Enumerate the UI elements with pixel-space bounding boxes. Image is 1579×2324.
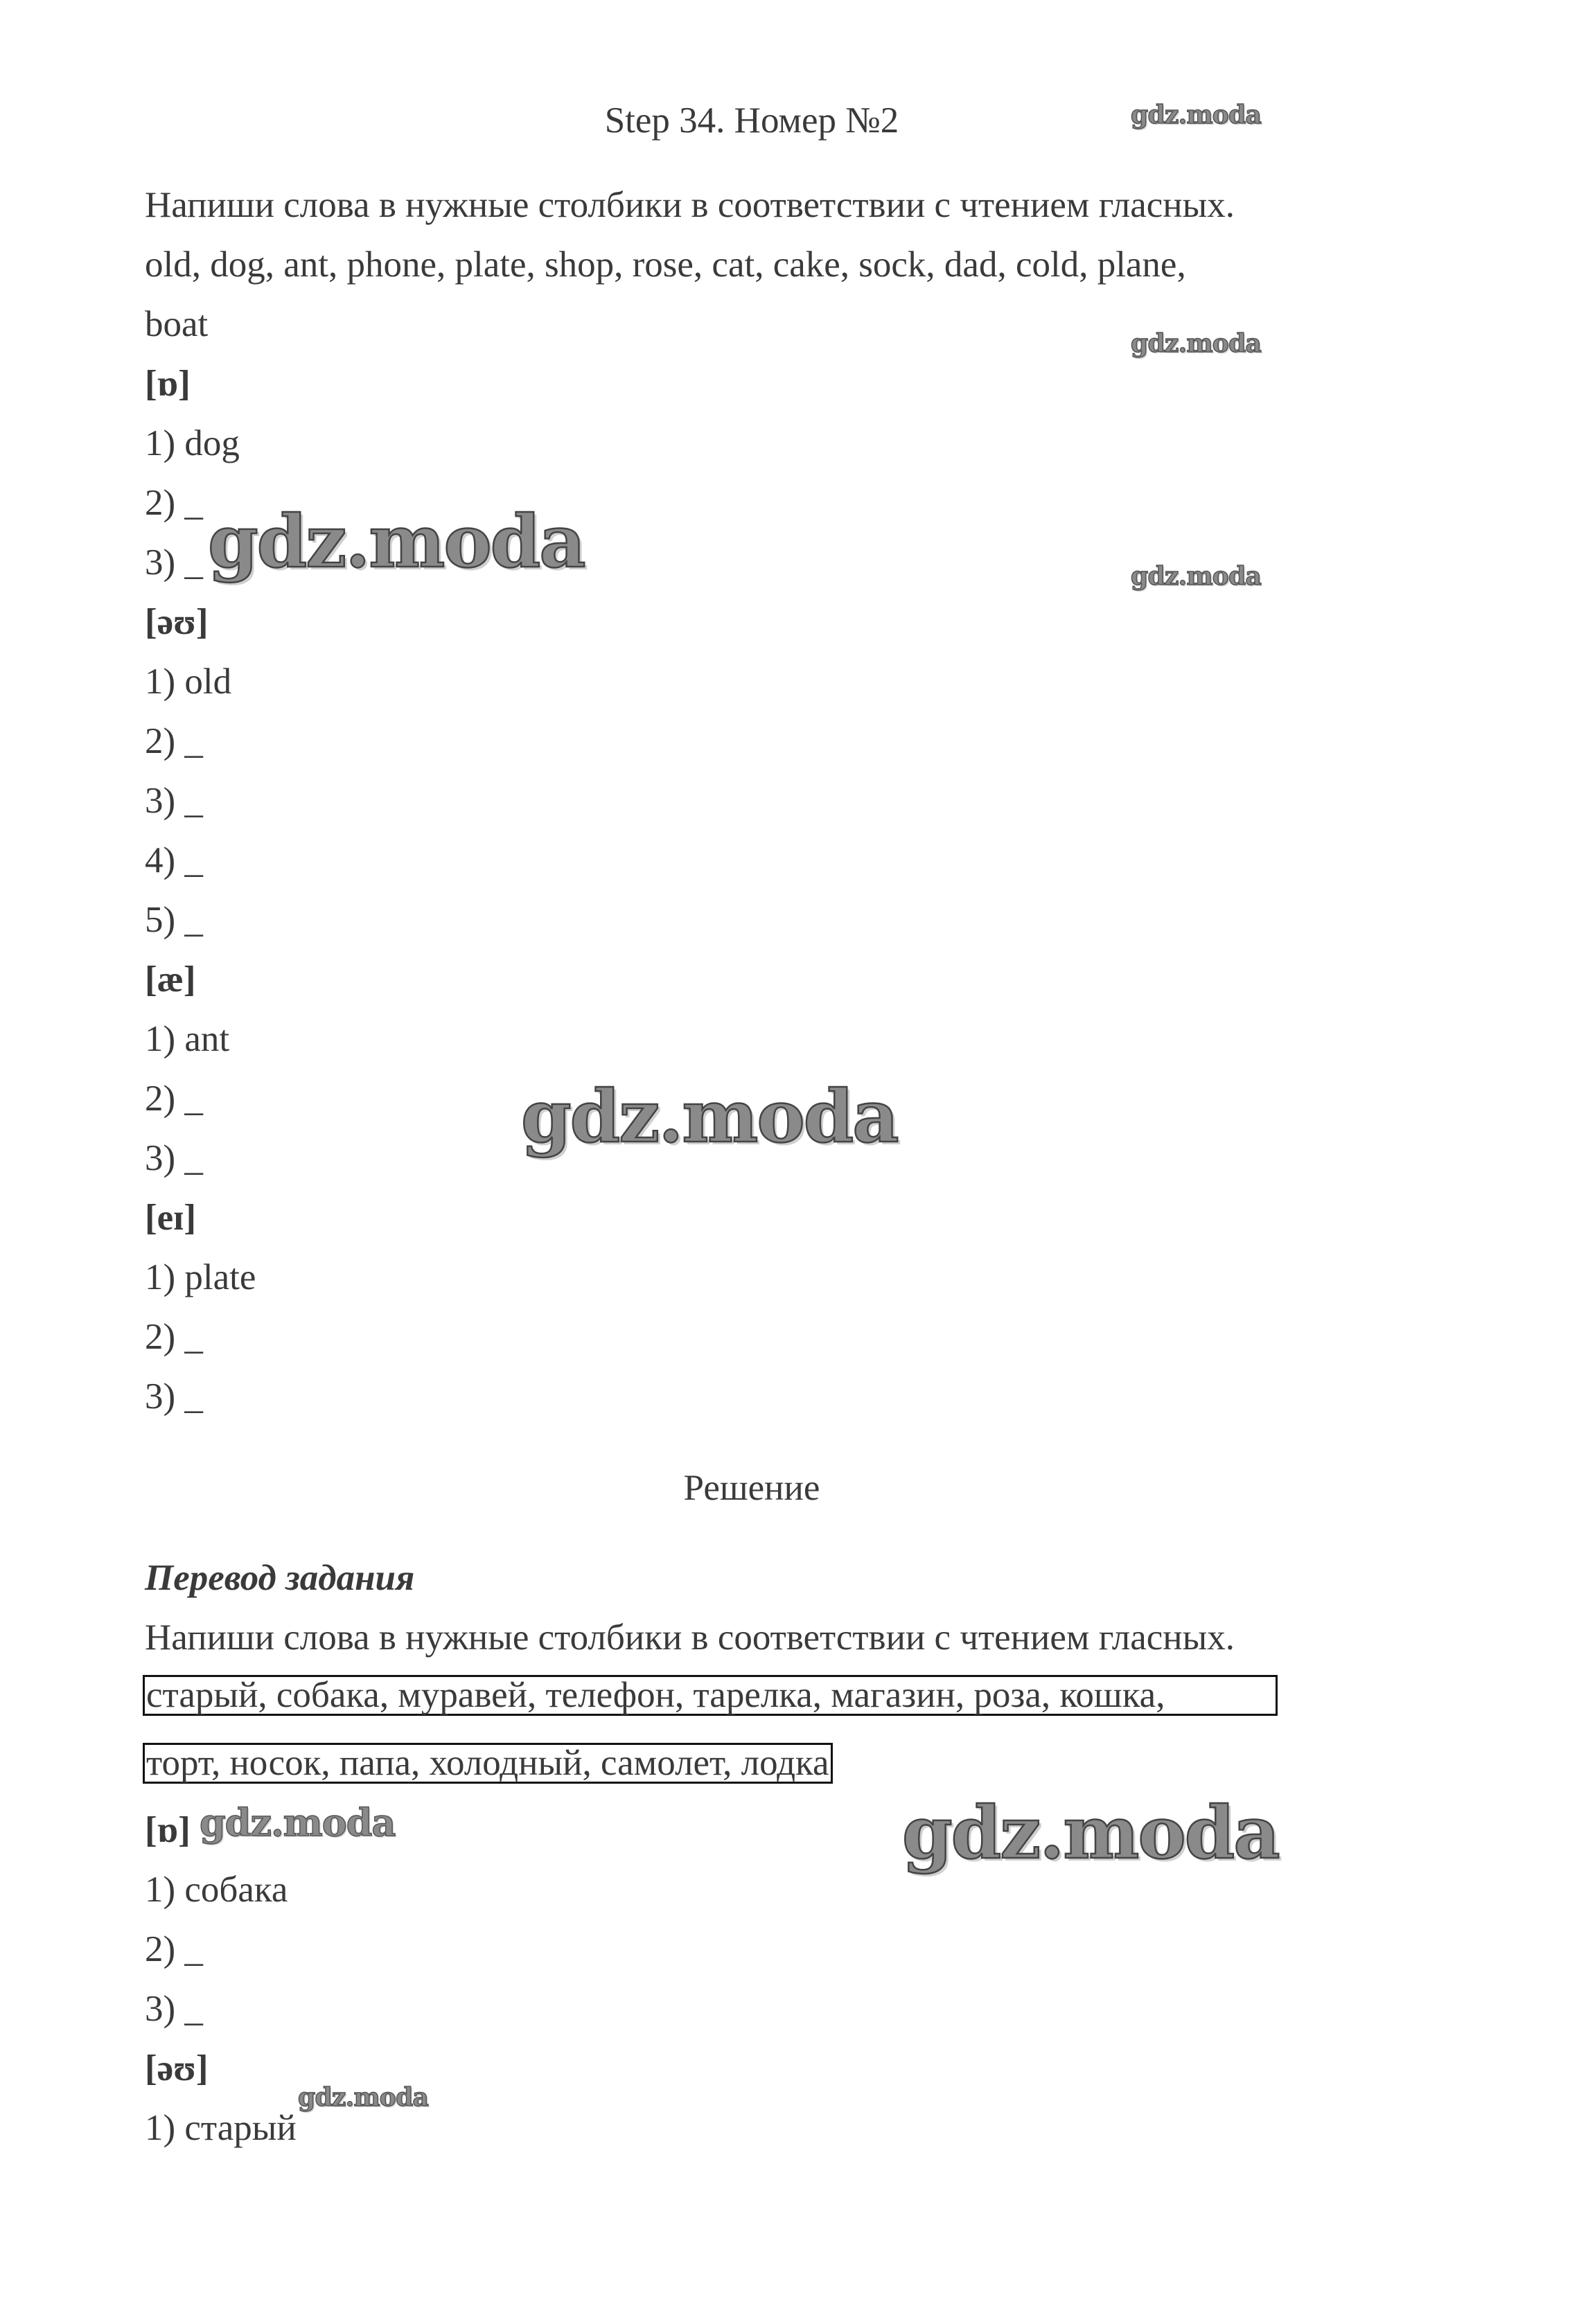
- list-item: 3) _: [145, 1138, 203, 1178]
- solution-words-line-2: [143, 1743, 833, 1784]
- boxed-words: торт, носок, папа, холодный, самолет, лодка: [143, 1743, 833, 1784]
- solution-words-line-1: [143, 1675, 1278, 1716]
- sound-header: [æ]: [145, 959, 196, 1000]
- watermark-logo: gdz.moda: [1131, 329, 1262, 358]
- list-item: 3) _: [145, 1376, 203, 1417]
- sound-header: [eɪ]: [145, 1198, 197, 1238]
- watermark-logo: gdz.moda: [1131, 100, 1262, 130]
- list-item: 2) _: [145, 1929, 203, 1969]
- boxed-words: старый, собака, муравей, телефон, тарелка, магазин, роза, кошка,: [143, 1675, 1278, 1716]
- watermark-logo: gdz.moda: [902, 1790, 1279, 1875]
- sound-header: [ɒ]: [145, 364, 191, 404]
- task-words-line-1: old, dog, ant, phone, plate, shop, rose, cat, cake, sock, dad, cold, plane,: [145, 245, 1186, 285]
- watermark-logo: gdz.moda: [298, 2083, 429, 2112]
- translation-heading: Перевод задания: [145, 1558, 415, 1598]
- list-item: 1) dog: [145, 423, 240, 463]
- task-words-line-2: boat: [145, 304, 209, 344]
- list-item: 2) _: [145, 483, 203, 523]
- watermark-logo: gdz.moda: [208, 499, 585, 584]
- list-item: 1) старый: [145, 2108, 297, 2148]
- watermark-logo: gdz.moda: [1131, 562, 1262, 591]
- list-item: 1) собака: [145, 1870, 288, 1910]
- watermark-logo: gdz.moda: [200, 1800, 396, 1845]
- list-item: 2) _: [145, 1317, 203, 1357]
- watermark-logo: gdz.moda: [521, 1074, 898, 1159]
- list-item: 3) _: [145, 1989, 203, 2029]
- list-item: 5) _: [145, 900, 203, 940]
- page-title: Step 34. Номер №2: [604, 100, 899, 141]
- task-instruction: Напиши слова в нужные столбики в соответствии с чтением гласных.: [145, 185, 1235, 225]
- list-item: 4) _: [145, 840, 203, 880]
- sound-header: [ɒ]: [145, 1810, 191, 1850]
- list-item: 1) old: [145, 662, 232, 702]
- sound-header: [əʊ]: [145, 2048, 209, 2088]
- list-item: 2) _: [145, 721, 203, 761]
- list-item: 3) _: [145, 781, 203, 821]
- list-item: 1) plate: [145, 1257, 256, 1297]
- sound-header: [əʊ]: [145, 602, 209, 642]
- solution-heading: Решение: [683, 1468, 820, 1508]
- list-item: 3) _: [145, 542, 203, 583]
- list-item: 1) ant: [145, 1019, 230, 1059]
- list-item: 2) _: [145, 1079, 203, 1119]
- solution-instruction: Напиши слова в нужные столбики в соответствии с чтением гласных.: [145, 1617, 1235, 1658]
